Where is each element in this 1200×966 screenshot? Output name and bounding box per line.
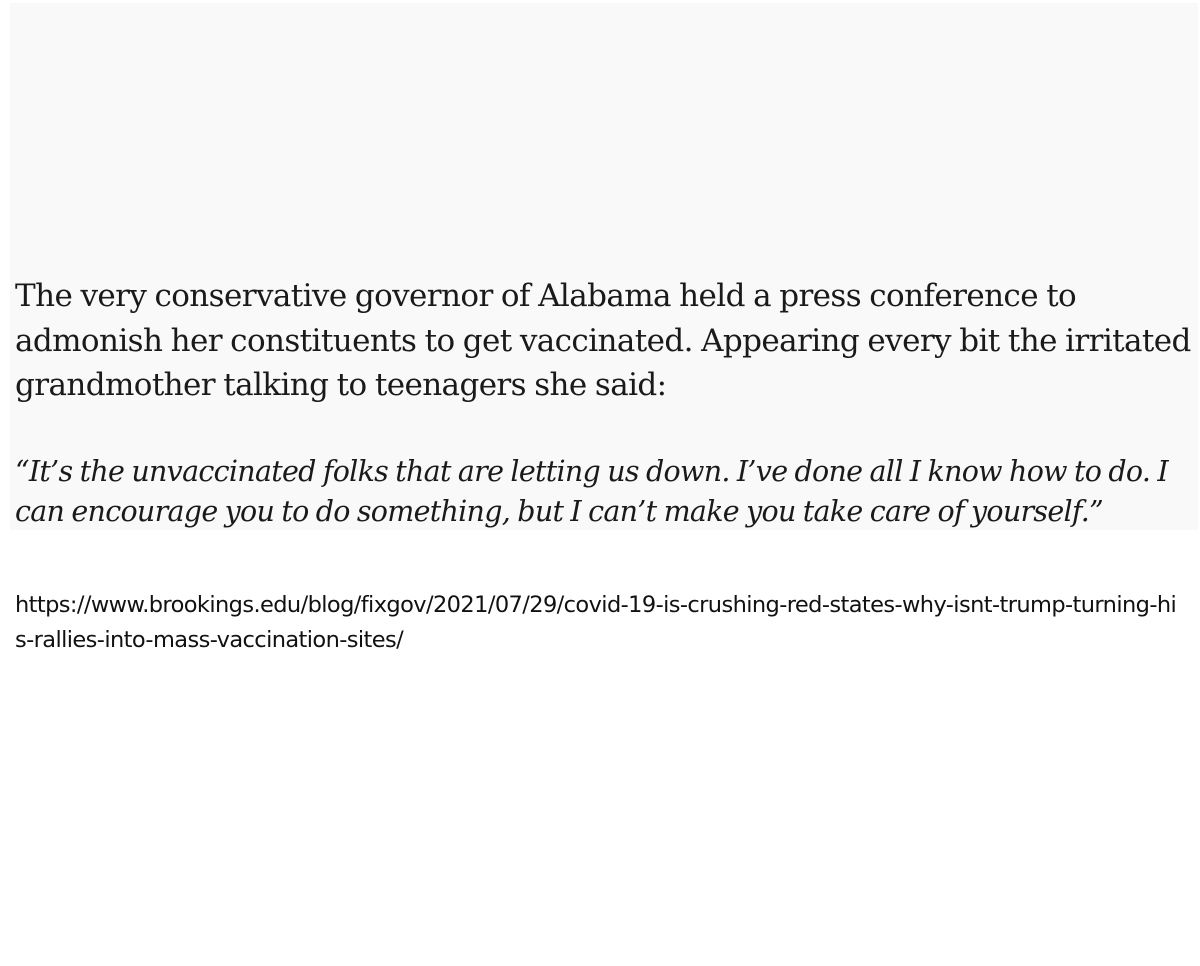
body-paragraph: The very conservative governor of Alabama held a press conference to admonish her constituents to get vaccinated. Appearing every bit the irritated grandmother talking to teenagers she said: xyxy=(15,278,1191,403)
source-url-link[interactable]: https://www.brookings.edu/blog/fixgov/2021/07/29/covid-19-is-crushing-red-states-why-isnt-trump-turning-his-rallies-into-mass-vaccination-sites/ xyxy=(15,592,1177,653)
quote-panel xyxy=(10,3,1198,530)
block-quote: “It’s the unvaccinated folks that are letting us down. I’ve done all I know how to do. I can encourage you to do something, but I can’t make you take care of yourself.” xyxy=(15,455,1168,528)
